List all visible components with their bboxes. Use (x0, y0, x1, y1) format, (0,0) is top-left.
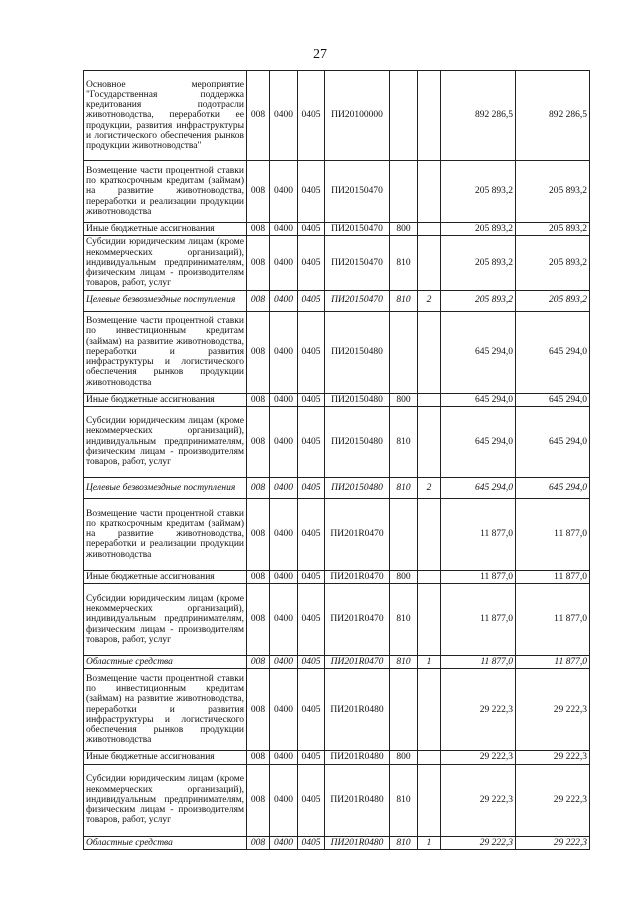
table-row (84, 223, 590, 236)
code-admin: 008 (247, 764, 270, 836)
code-source (418, 236, 441, 290)
code-expense-type (390, 71, 418, 161)
amount-2: 11 877,0 (516, 584, 590, 656)
code-target: ПИ201R0480 (325, 751, 390, 764)
row-name: Основное мероприятие "Государственная поддержка кредитования подотрасли животноводства, переработки ее продукции, развития инфраструктуры и логистического обеспечения рынков продукции животноводства" (84, 71, 247, 161)
amount-2: 11 877,0 (516, 570, 590, 583)
amount-1: 645 294,0 (441, 406, 516, 477)
code-section: 0400 (270, 836, 298, 849)
row-name: Возмещение части процентной ставки по инвестиционным кредитам (займам) на развитие животноводства, переработки и развития инфраструктуры и логистического обеспечения рынков продукции животноводства (84, 669, 247, 751)
table-row (84, 71, 590, 161)
code-target: ПИ20150480 (325, 406, 390, 477)
table-row (84, 498, 590, 570)
table-row (84, 290, 590, 311)
code-subsection: 0405 (298, 751, 325, 764)
code-section: 0400 (270, 71, 298, 161)
amount-1: 29 222,3 (441, 669, 516, 751)
code-target: ПИ201R0470 (325, 584, 390, 656)
code-source (418, 311, 441, 393)
amount-1: 11 877,0 (441, 584, 516, 656)
code-section: 0400 (270, 669, 298, 751)
code-subsection: 0405 (298, 311, 325, 393)
table-row (84, 764, 590, 836)
code-subsection: 0405 (298, 570, 325, 583)
code-target: ПИ20150470 (325, 223, 390, 236)
table-row (84, 161, 590, 223)
code-section: 0400 (270, 764, 298, 836)
page-number: 27 (313, 47, 327, 62)
code-subsection: 0405 (298, 236, 325, 290)
row-name: Возмещение части процентной ставки по инвестиционным кредитам (займам) на развитие животноводства, переработки и развития инфраструктуры и логистического обеспечения рынков продукции животноводства (84, 311, 247, 393)
amount-1: 645 294,0 (441, 393, 516, 406)
code-expense-type: 800 (390, 223, 418, 236)
code-admin: 008 (247, 836, 270, 849)
code-expense-type: 800 (390, 751, 418, 764)
amount-2: 205 893,2 (516, 236, 590, 290)
amount-1: 11 877,0 (441, 570, 516, 583)
code-expense-type: 810 (390, 406, 418, 477)
amount-1: 205 893,2 (441, 223, 516, 236)
amount-1: 892 286,5 (441, 71, 516, 161)
amount-1: 645 294,0 (441, 311, 516, 393)
amount-2: 29 222,3 (516, 669, 590, 751)
amount-1: 11 877,0 (441, 498, 516, 570)
code-expense-type: 810 (390, 290, 418, 311)
code-target: ПИ20150480 (325, 477, 390, 498)
table-row (84, 669, 590, 751)
table-row (84, 393, 590, 406)
code-subsection: 0405 (298, 764, 325, 836)
code-admin: 008 (247, 236, 270, 290)
code-subsection: 0405 (298, 290, 325, 311)
code-subsection: 0405 (298, 477, 325, 498)
amount-2: 11 877,0 (516, 656, 590, 669)
code-subsection: 0405 (298, 71, 325, 161)
table-row (84, 584, 590, 656)
amount-1: 205 893,2 (441, 236, 516, 290)
code-expense-type: 810 (390, 836, 418, 849)
amount-2: 29 222,3 (516, 836, 590, 849)
table-row (84, 836, 590, 849)
code-expense-type: 810 (390, 656, 418, 669)
row-name: Субсидии юридическим лицам (кроме некоммерческих организаций), индивидуальным предпринимателям, физическим лицам - производителям товаров, работ, услуг (84, 584, 247, 656)
code-source (418, 584, 441, 656)
row-name: Иные бюджетные ассигнования (84, 751, 247, 764)
code-source (418, 406, 441, 477)
table-row (84, 570, 590, 583)
table-body (84, 71, 590, 850)
amount-2: 645 294,0 (516, 393, 590, 406)
code-source (418, 570, 441, 583)
amount-2: 11 877,0 (516, 498, 590, 570)
amount-2: 645 294,0 (516, 477, 590, 498)
code-section: 0400 (270, 311, 298, 393)
code-expense-type: 800 (390, 570, 418, 583)
amount-1: 645 294,0 (441, 477, 516, 498)
code-expense-type (390, 498, 418, 570)
code-admin: 008 (247, 477, 270, 498)
table-row (84, 406, 590, 477)
code-admin: 008 (247, 290, 270, 311)
code-target: ПИ20100000 (325, 71, 390, 161)
amount-2: 892 286,5 (516, 71, 590, 161)
code-admin: 008 (247, 751, 270, 764)
row-name: Областные средства (84, 836, 247, 849)
code-subsection: 0405 (298, 669, 325, 751)
code-admin: 008 (247, 161, 270, 223)
code-subsection: 0405 (298, 161, 325, 223)
code-source: 1 (418, 836, 441, 849)
code-expense-type (390, 669, 418, 751)
amount-2: 645 294,0 (516, 311, 590, 393)
code-target: ПИ201R0480 (325, 836, 390, 849)
code-admin: 008 (247, 498, 270, 570)
code-expense-type (390, 161, 418, 223)
code-section: 0400 (270, 584, 298, 656)
amount-2: 29 222,3 (516, 751, 590, 764)
code-admin: 008 (247, 570, 270, 583)
code-target: ПИ20150470 (325, 290, 390, 311)
code-admin: 008 (247, 406, 270, 477)
table-row (84, 477, 590, 498)
code-section: 0400 (270, 406, 298, 477)
code-subsection: 0405 (298, 498, 325, 570)
code-section: 0400 (270, 656, 298, 669)
code-target: ПИ20150480 (325, 311, 390, 393)
row-name: Иные бюджетные ассигнования (84, 223, 247, 236)
code-target: ПИ20150470 (325, 236, 390, 290)
code-section: 0400 (270, 236, 298, 290)
row-name: Субсидии юридическим лицам (кроме некоммерческих организаций), индивидуальным предпринимателям, физическим лицам - производителям товаров, работ, услуг (84, 236, 247, 290)
code-source: 2 (418, 290, 441, 311)
code-expense-type: 810 (390, 477, 418, 498)
code-source (418, 751, 441, 764)
amount-2: 205 893,2 (516, 161, 590, 223)
code-target: ПИ201R0480 (325, 764, 390, 836)
code-target: ПИ20150480 (325, 393, 390, 406)
table-row (84, 311, 590, 393)
code-target: ПИ201R0480 (325, 669, 390, 751)
row-name: Иные бюджетные ассигнования (84, 393, 247, 406)
code-subsection: 0405 (298, 584, 325, 656)
amount-1: 11 877,0 (441, 656, 516, 669)
code-expense-type: 800 (390, 393, 418, 406)
code-target: ПИ201R0470 (325, 498, 390, 570)
code-section: 0400 (270, 570, 298, 583)
code-source (418, 764, 441, 836)
code-admin: 008 (247, 584, 270, 656)
code-admin: 008 (247, 393, 270, 406)
amount-1: 205 893,2 (441, 161, 516, 223)
code-admin: 008 (247, 71, 270, 161)
row-name: Целевые безвозмездные поступления (84, 477, 247, 498)
code-target: ПИ201R0470 (325, 570, 390, 583)
row-name: Возмещение части процентной ставки по краткосрочным кредитам (займам) на развитие животноводства, переработки и реализации продукции животноводства (84, 498, 247, 570)
amount-1: 29 222,3 (441, 836, 516, 849)
code-source: 2 (418, 477, 441, 498)
row-name: Субсидии юридическим лицам (кроме некоммерческих организаций), индивидуальным предпринимателям, физическим лицам - производителям товаров, работ, услуг (84, 764, 247, 836)
code-admin: 008 (247, 223, 270, 236)
code-subsection: 0405 (298, 656, 325, 669)
row-name: Субсидии юридическим лицам (кроме некоммерческих организаций), индивидуальным предпринимателям, физическим лицам - производителям товаров, работ, услуг (84, 406, 247, 477)
code-section: 0400 (270, 161, 298, 223)
code-expense-type: 810 (390, 236, 418, 290)
row-name: Возмещение части процентной ставки по краткосрочным кредитам (займам) на развитие животноводства, переработки и реализации продукции животноводства (84, 161, 247, 223)
code-source (418, 161, 441, 223)
code-subsection: 0405 (298, 836, 325, 849)
code-section: 0400 (270, 751, 298, 764)
code-target: ПИ20150470 (325, 161, 390, 223)
code-admin: 008 (247, 311, 270, 393)
code-source (418, 71, 441, 161)
budget-table (83, 70, 590, 850)
code-section: 0400 (270, 223, 298, 236)
code-section: 0400 (270, 498, 298, 570)
row-name: Иные бюджетные ассигнования (84, 570, 247, 583)
amount-2: 645 294,0 (516, 406, 590, 477)
amount-1: 29 222,3 (441, 751, 516, 764)
code-admin: 008 (247, 669, 270, 751)
amount-1: 29 222,3 (441, 764, 516, 836)
amount-2: 205 893,2 (516, 223, 590, 236)
code-target: ПИ201R0470 (325, 656, 390, 669)
code-source (418, 393, 441, 406)
code-expense-type (390, 311, 418, 393)
row-name: Целевые безвозмездные поступления (84, 290, 247, 311)
amount-2: 205 893,2 (516, 290, 590, 311)
code-subsection: 0405 (298, 406, 325, 477)
code-admin: 008 (247, 656, 270, 669)
code-subsection: 0405 (298, 223, 325, 236)
table-row (84, 236, 590, 290)
table-row (84, 751, 590, 764)
table-row (84, 656, 590, 669)
code-expense-type: 810 (390, 764, 418, 836)
amount-2: 29 222,3 (516, 764, 590, 836)
code-section: 0400 (270, 393, 298, 406)
code-expense-type: 810 (390, 584, 418, 656)
code-source (418, 223, 441, 236)
amount-1: 205 893,2 (441, 290, 516, 311)
code-section: 0400 (270, 477, 298, 498)
code-subsection: 0405 (298, 393, 325, 406)
code-source (418, 669, 441, 751)
code-source (418, 498, 441, 570)
row-name: Областные средства (84, 656, 247, 669)
code-section: 0400 (270, 290, 298, 311)
code-source: 1 (418, 656, 441, 669)
